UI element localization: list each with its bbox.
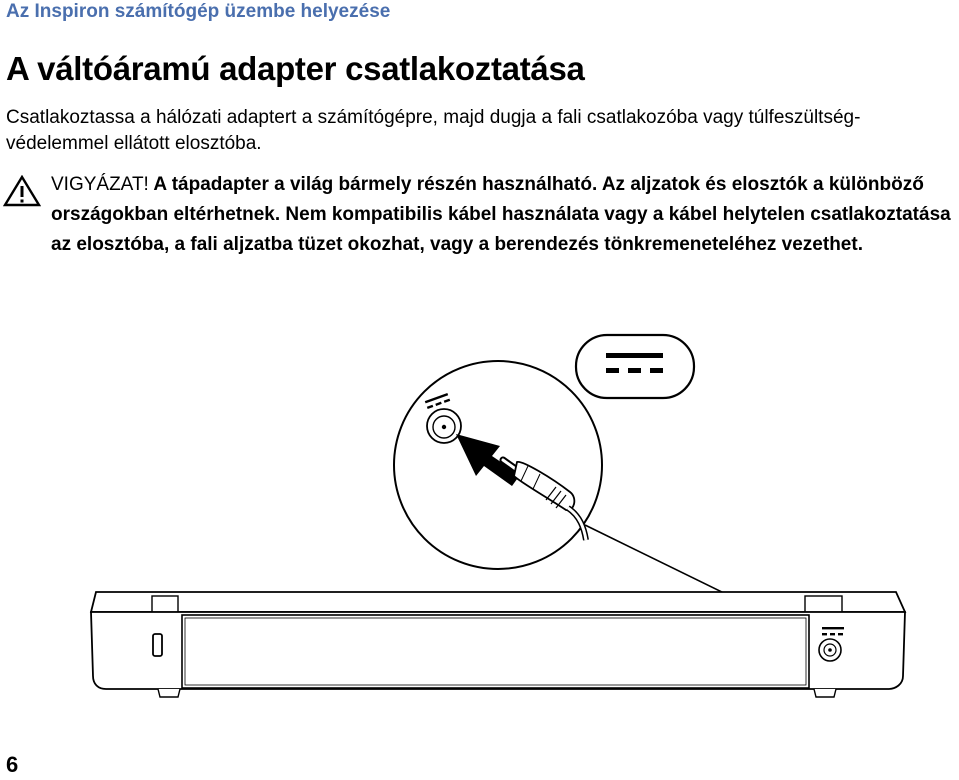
warning-label: VIGYÁZAT! <box>51 174 149 195</box>
section-header: Az Inspiron számítógép üzembe helyezése <box>6 1 391 22</box>
power-connector-icon <box>427 409 461 443</box>
dc-power-symbol-icon <box>576 335 694 398</box>
warning-triangle-icon <box>3 175 41 207</box>
warning-paragraph <box>51 170 957 260</box>
zoom-detail <box>394 361 602 569</box>
page-title: A váltóáramú adapter csatlakoztatása <box>6 50 585 87</box>
laptop-back-icon <box>91 592 905 697</box>
intro-paragraph: Csatlakoztassa a hálózati adaptert a számítógépre, majd dugja a fali csatlakozóba vagy túlfeszültség-védelemmel ellátott elosztóba. <box>6 107 861 154</box>
warning-text: A tápadapter a világ bármely részén használható. Az aljzatok és elosztók a különböző országokban eltérhetnek. Nem kompatibilis kábel használata vagy a kábel helytelen csatlakoztatása az elosztóba, a fali aljzatba tüzet okozhat, vagy a berendezés tönkremeneteléhez vezethet. <box>51 174 951 255</box>
page-number: 6 <box>6 752 19 777</box>
adapter-connection-illustration <box>0 320 959 720</box>
